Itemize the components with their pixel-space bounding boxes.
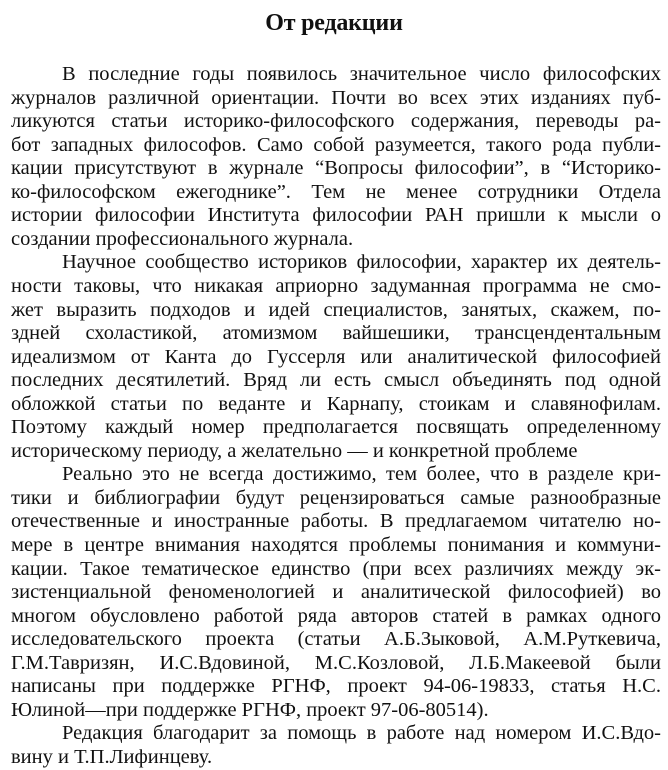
text-line: ко-философском ежегоднике”. Тем не менее сотрудники Отдела — [11, 180, 661, 203]
text-line: В последние годы появилось значительное число философских — [62, 63, 661, 85]
text-line: Поэтому каждый номер предполагается посвящать определенному — [11, 416, 661, 439]
text-line: Научное сообщество историков философии, характер их деятель- — [62, 251, 661, 274]
text-line: истории философии Института философии РАН пришли к мысли о — [11, 204, 661, 227]
text-line: зистенциальной феноменологией и аналитической философией) во — [11, 581, 661, 604]
text-line: Г.М.Тавризян, И.С.Вдовиной, М.С.Козловой, Л.Б.Макеевой были — [11, 651, 661, 674]
text-line: бот западных философов. Само собой разумеется, такого рода публи- — [11, 133, 661, 156]
text-line: создании профессионального журнала. — [11, 227, 354, 250]
text-line: Реально это не всегда достижимо, тем более, что в разделе кри- — [62, 463, 661, 486]
text-line: написаны при поддержке РГНФ, проект 94-06-19833, статья Н.С. — [11, 675, 661, 698]
text-line: исследовательского проекта (статьи А.Б.Зыковой, А.М.Руткевича, — [11, 628, 661, 651]
text-line: Редакция благодарит за помощь в работе над номером И.С.Вдо- — [62, 722, 661, 745]
page-title: От редакции — [265, 10, 403, 36]
text-line: вину и Т.П.Лифинцеву. — [11, 746, 213, 768]
text-line: историческому периоду, а желательно — и конкретной проблеме — [11, 439, 578, 462]
text-line: отечественные и иностранные работы. В предлагаемом читателю но- — [11, 510, 661, 533]
text-line: ности таковы, что никакая априорно задуманная программа не смо- — [11, 275, 661, 297]
text-line: идеализмом от Канта до Гуссерля или аналитической философией — [11, 345, 661, 368]
text-line: Юлиной—при поддержке РГНФ, проект 97-06-80514). — [11, 698, 489, 721]
text-line: мере в центре внимания находятся проблемы понимания и коммуни- — [11, 534, 661, 556]
text-line: кации присутствуют в журнале “Вопросы философии”, в “Историко- — [11, 157, 661, 180]
text-line: жет выразить подходов и идей специалистов, занятых, скажем, по- — [11, 298, 661, 321]
text-line: тики и библиографии будут рецензироваться самые разнообразные — [11, 486, 661, 509]
text-line: кации. Такое тематическое единство (при всех различиях между эк- — [11, 557, 661, 580]
text-line: ликуются статьи историко-философского содержания, переводы ра- — [11, 110, 661, 133]
text-line: последних десятилетий. Вряд ли есть смысл объединять под одной — [11, 369, 661, 392]
text-line: журналов различной ориентации. Почти во всех этих изданиях пуб- — [11, 86, 661, 109]
text-line: обложкой статьи по веданте и Карнапу, стоикам и славянофилам. — [11, 392, 661, 415]
text-line: многом обусловлено работой ряда авторов статей в рамках одного — [11, 604, 661, 627]
text-line: здней схоластикой, атомизмом вайшешики, трансцендентальным — [11, 322, 661, 345]
